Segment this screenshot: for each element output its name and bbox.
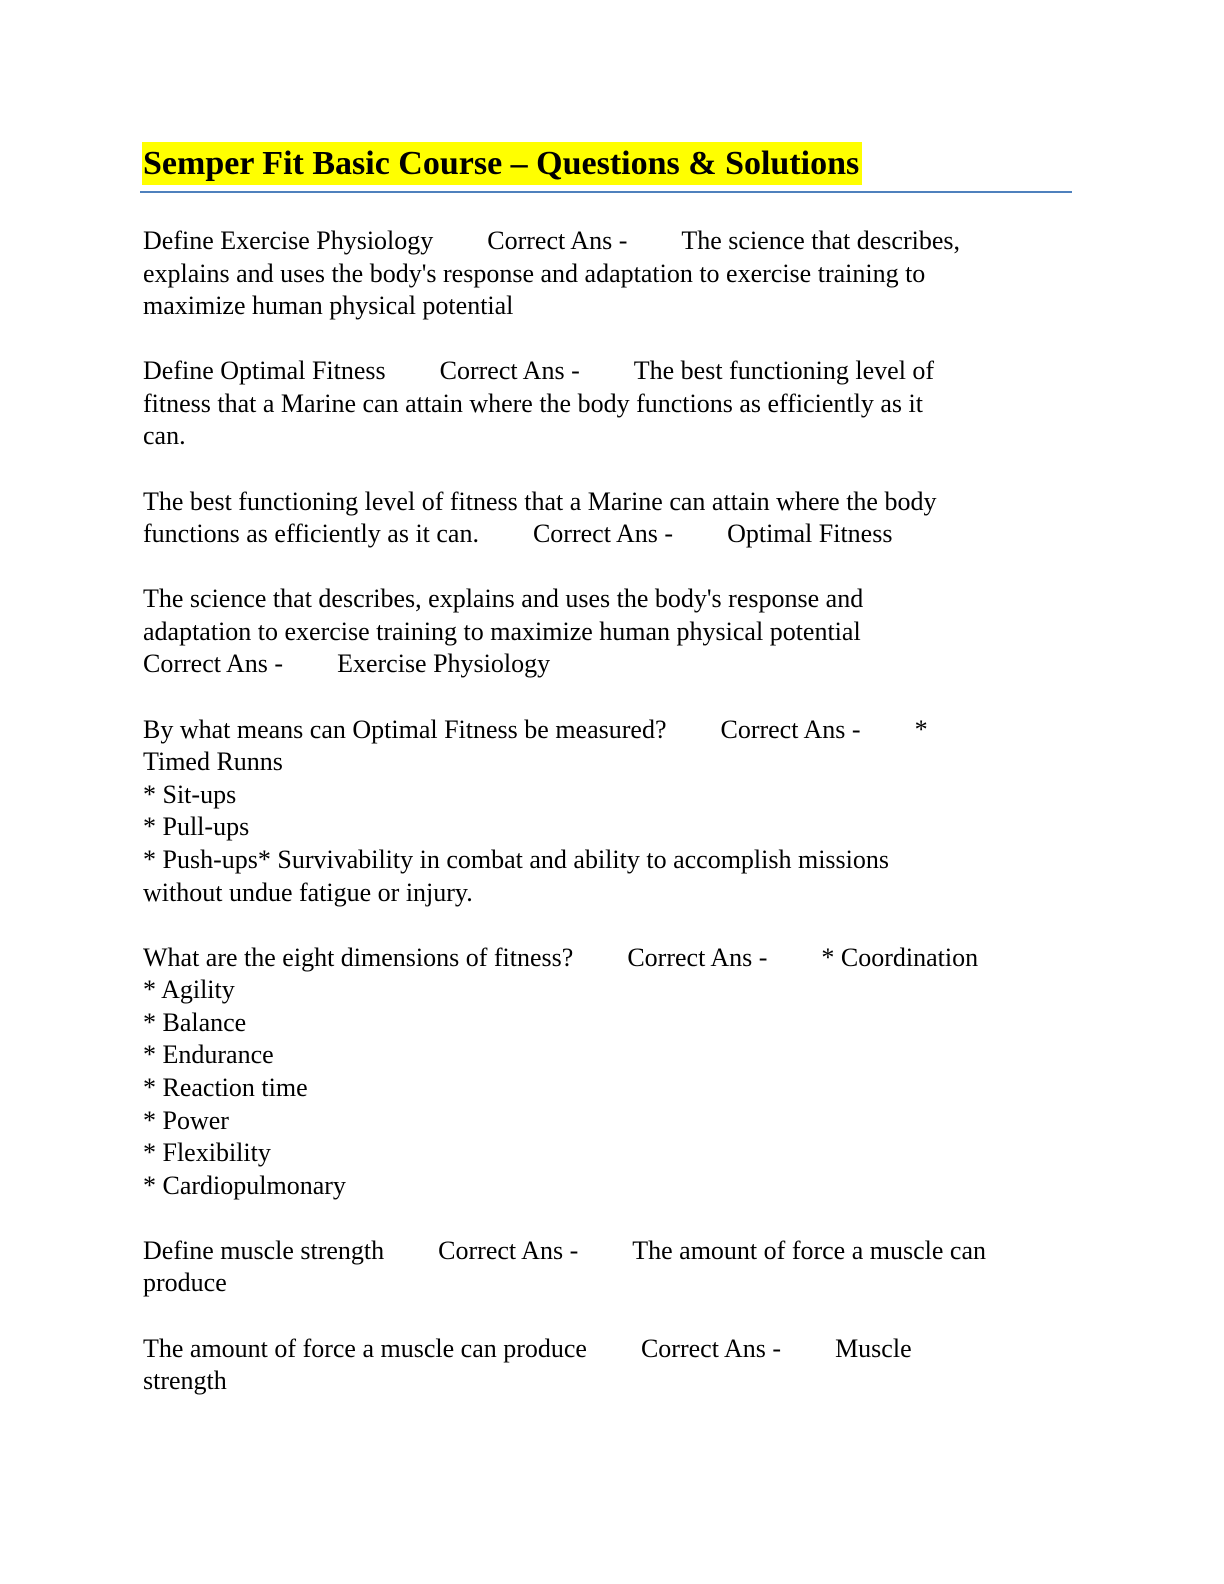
text-segment: * bbox=[914, 714, 928, 744]
text-line bbox=[143, 518, 1083, 551]
text-segment: strength bbox=[143, 1366, 227, 1396]
text-line bbox=[143, 974, 1083, 1007]
correct-ans-label: Correct Ans - bbox=[487, 226, 628, 255]
qa-item bbox=[143, 486, 1083, 551]
qa-item bbox=[143, 1235, 1083, 1300]
text-segment: The best functioning level of bbox=[633, 356, 935, 386]
text-segment: can. bbox=[143, 421, 186, 451]
correct-ans-label: Correct Ans - bbox=[438, 1235, 579, 1265]
text-segment: Muscle bbox=[835, 1333, 912, 1363]
text-segment: The science that describes, explains and uses the body's response and bbox=[143, 584, 864, 614]
text-line bbox=[143, 779, 1083, 812]
text-line bbox=[143, 942, 1083, 975]
title-underline-divider bbox=[140, 191, 1072, 193]
text-segment: Define muscle strength bbox=[143, 1235, 385, 1265]
text-segment: * Push-ups* Survivability in combat and ability to accomplish missions bbox=[143, 844, 890, 874]
text-segment: adaptation to exercise training to maximize human physical potential bbox=[143, 616, 861, 646]
text-line bbox=[143, 258, 1083, 291]
text-segment: fitness that a Marine can attain where the body functions as efficiently as it bbox=[143, 388, 923, 418]
text-segment: * Power bbox=[143, 1105, 229, 1135]
text-segment: produce bbox=[143, 1268, 227, 1298]
text-segment: The science that describes, bbox=[681, 226, 961, 255]
text-segment: The amount of force a muscle can produce bbox=[143, 1333, 587, 1363]
text-segment: * Endurance bbox=[143, 1040, 274, 1070]
qa-item bbox=[143, 714, 1083, 910]
text-line bbox=[143, 290, 1083, 323]
qa-item bbox=[143, 355, 1083, 453]
text-line bbox=[143, 1105, 1083, 1138]
text-line bbox=[143, 811, 1083, 844]
correct-ans-label: Correct Ans - bbox=[640, 1333, 782, 1363]
document-title: Semper Fit Basic Course – Questions & Solutions bbox=[142, 142, 862, 185]
text-line bbox=[143, 844, 1083, 877]
qa-item bbox=[143, 942, 1083, 1203]
correct-ans-label: Correct Ans - bbox=[143, 649, 284, 679]
text-segment: * Pull-ups bbox=[143, 812, 250, 842]
text-line bbox=[143, 648, 1083, 681]
text-segment: * Sit-ups bbox=[143, 779, 237, 809]
text-segment: * Balance bbox=[143, 1007, 247, 1037]
text-line bbox=[143, 1333, 1083, 1366]
text-line bbox=[143, 355, 1083, 388]
qa-content bbox=[143, 225, 1083, 1430]
text-line bbox=[143, 1365, 1083, 1398]
text-segment: Define Exercise Physiology bbox=[143, 226, 434, 255]
text-segment: * Agility bbox=[143, 975, 235, 1005]
text-segment: * Coordination bbox=[821, 942, 979, 972]
correct-ans-label: Correct Ans - bbox=[627, 942, 768, 972]
text-segment: * Reaction time bbox=[143, 1072, 308, 1102]
correct-ans-label: Correct Ans - bbox=[720, 714, 861, 744]
text-line bbox=[143, 746, 1083, 779]
text-line bbox=[143, 486, 1083, 519]
text-segment: Exercise Physiology bbox=[337, 649, 551, 679]
text-line bbox=[143, 1039, 1083, 1072]
qa-item bbox=[143, 1333, 1083, 1398]
text-segment: Optimal Fitness bbox=[727, 519, 893, 549]
text-line bbox=[143, 714, 1083, 747]
text-segment: Define Optimal Fitness bbox=[143, 356, 386, 386]
text-line bbox=[143, 616, 1083, 649]
text-line bbox=[143, 583, 1083, 616]
text-segment: By what means can Optimal Fitness be measured? bbox=[143, 714, 667, 744]
text-segment: Timed Runns bbox=[143, 747, 283, 777]
text-segment: without undue fatigue or injury. bbox=[143, 877, 473, 907]
text-line bbox=[143, 1137, 1083, 1170]
text-segment: functions as efficiently as it can. bbox=[143, 519, 479, 549]
qa-item bbox=[143, 225, 1083, 323]
text-segment: What are the eight dimensions of fitness? bbox=[143, 942, 574, 972]
correct-ans-label: Correct Ans - bbox=[439, 356, 580, 386]
text-segment: The best functioning level of fitness that a Marine can attain where the body bbox=[143, 486, 937, 516]
correct-ans-label: Correct Ans - bbox=[532, 519, 674, 549]
text-line bbox=[143, 1267, 1083, 1300]
text-line bbox=[143, 877, 1083, 910]
text-line bbox=[143, 388, 1083, 421]
text-segment: * Flexibility bbox=[143, 1138, 271, 1168]
text-line bbox=[143, 420, 1083, 453]
text-segment: * Cardiopulmonary bbox=[143, 1170, 346, 1200]
text-line bbox=[143, 1170, 1083, 1203]
text-line bbox=[143, 225, 1083, 258]
text-segment: explains and uses the body's response and adaptation to exercise training to bbox=[143, 258, 926, 288]
text-line bbox=[143, 1235, 1083, 1268]
text-line bbox=[143, 1007, 1083, 1040]
qa-item bbox=[143, 583, 1083, 681]
text-line bbox=[143, 1072, 1083, 1105]
text-segment: maximize human physical potential bbox=[143, 291, 514, 321]
text-segment: The amount of force a muscle can bbox=[632, 1235, 986, 1265]
